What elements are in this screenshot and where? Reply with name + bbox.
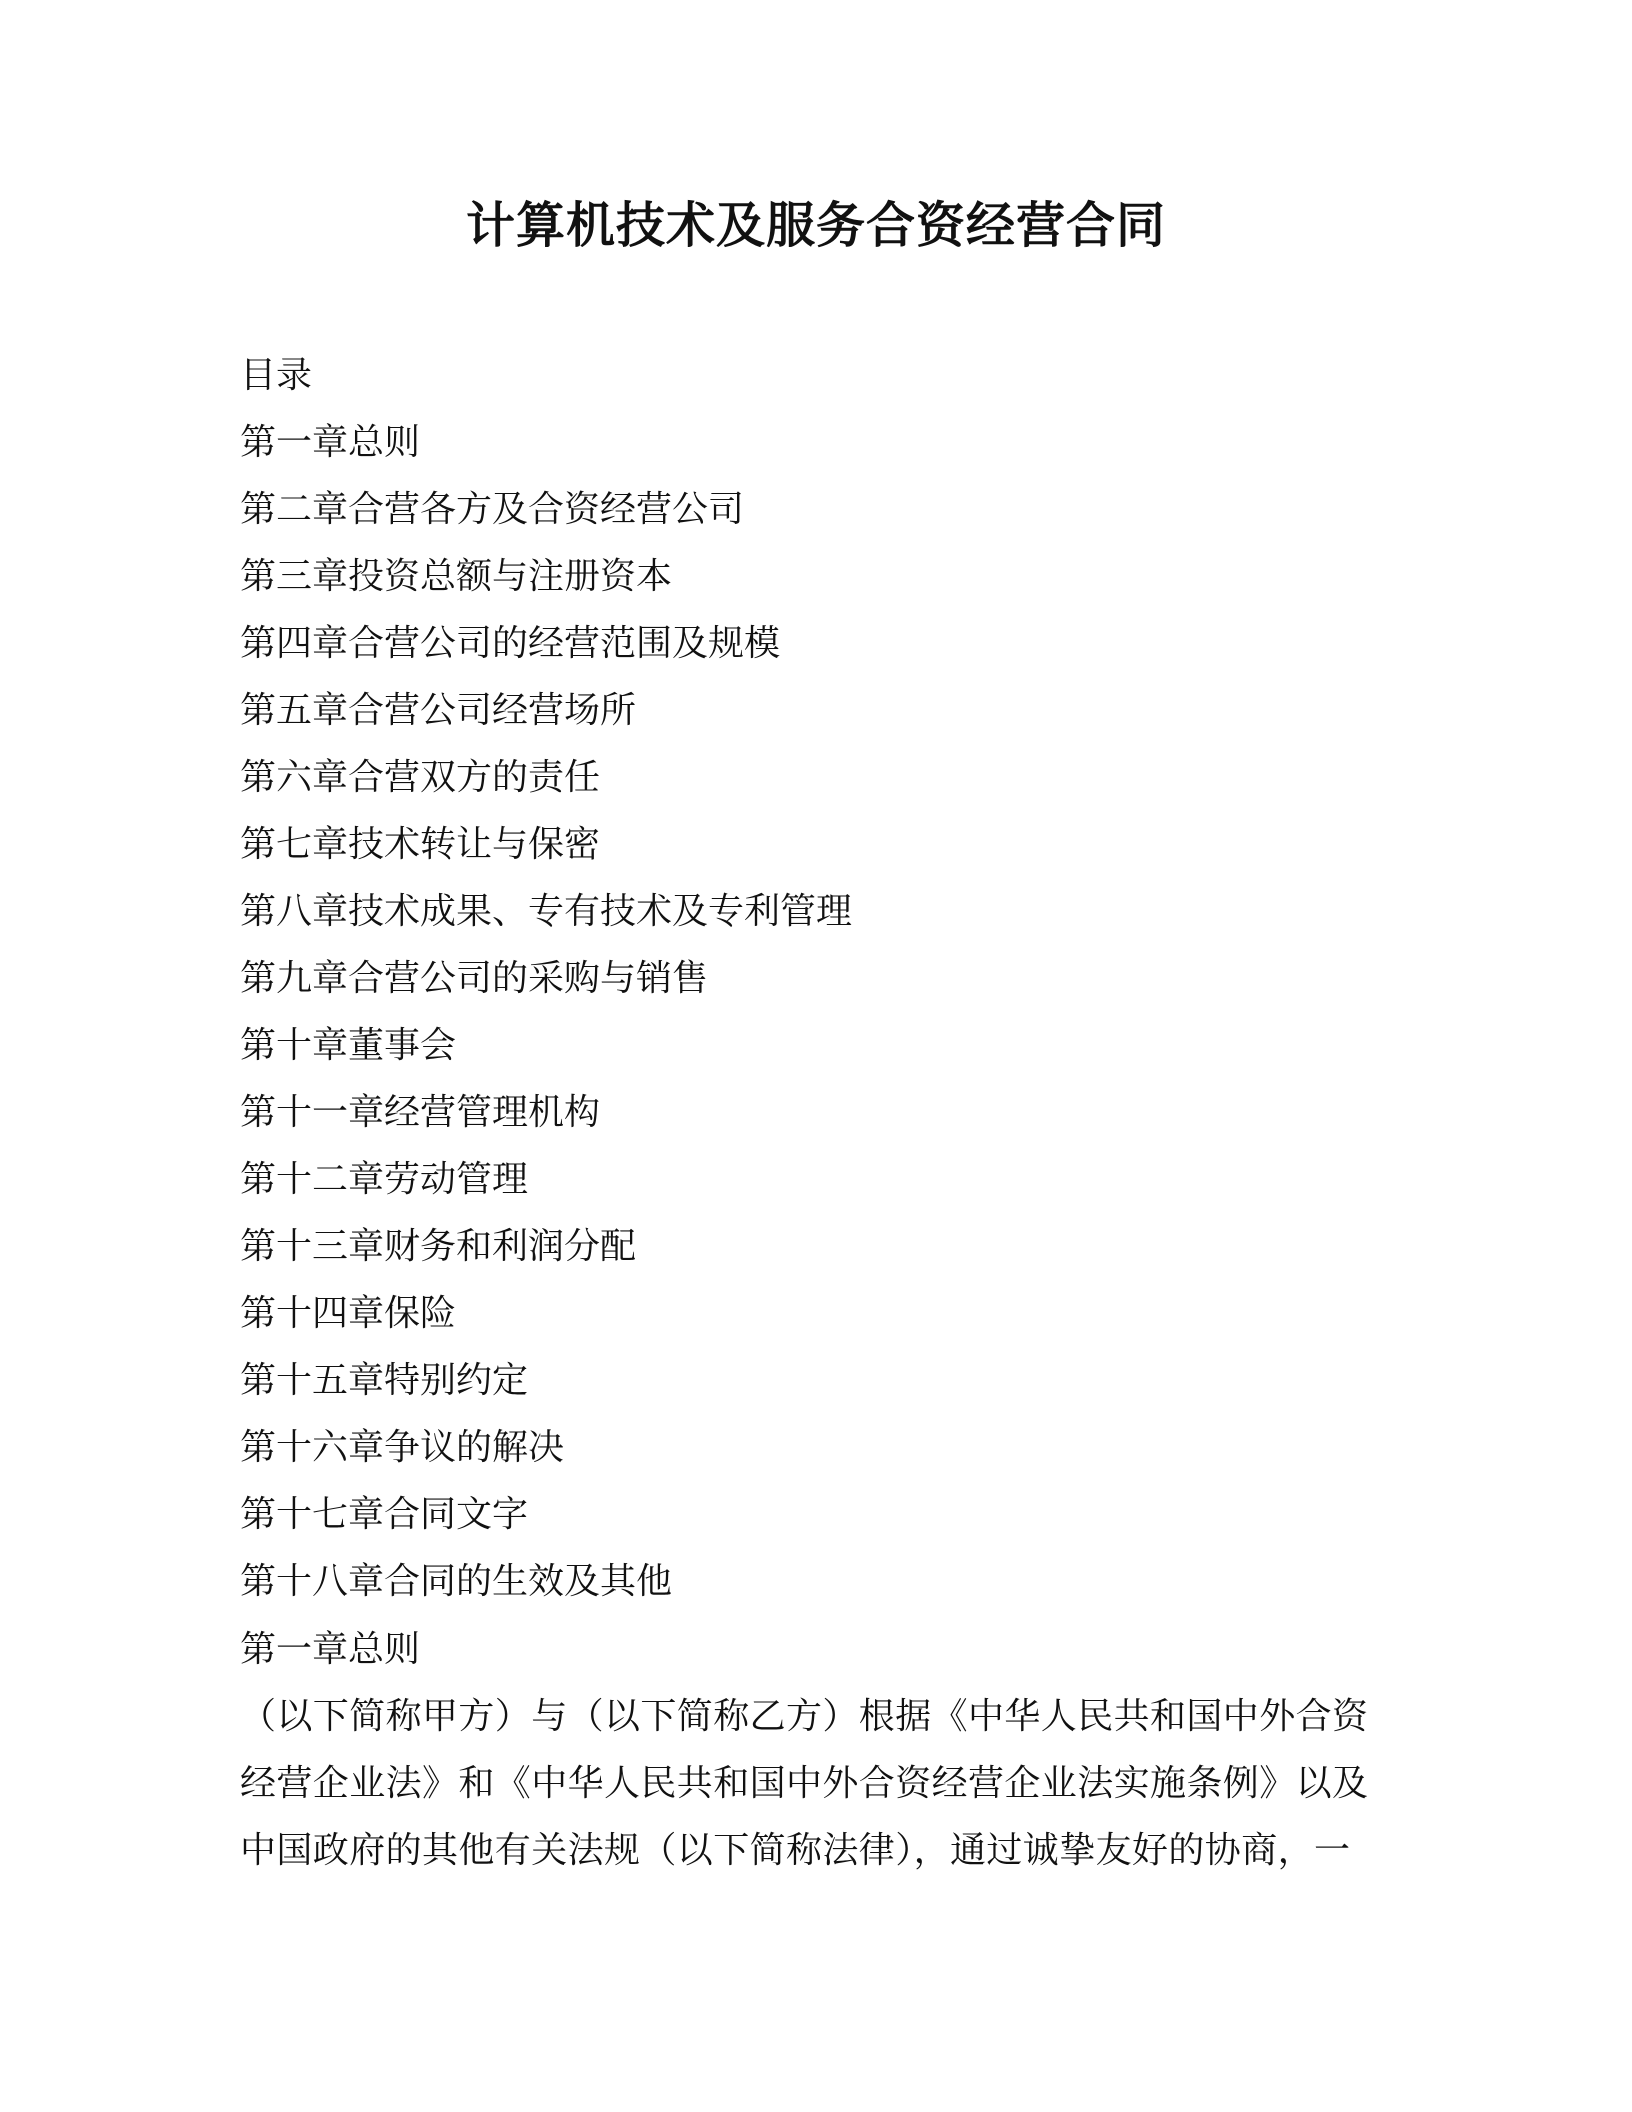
toc-item: 第十六章争议的解决 — [240, 1427, 565, 1468]
section-heading-chapter-one: 第一章总则 — [240, 1629, 421, 1670]
toc-item: 第五章合营公司经营场所 — [240, 690, 637, 731]
toc-item: 第十章董事会 — [240, 1025, 457, 1066]
toc-item: 第十一章经营管理机构 — [240, 1092, 601, 1133]
body-paragraph — [240, 1683, 1390, 1884]
table-of-contents — [240, 342, 1400, 1615]
toc-item: 第四章合营公司的经营范围及规模 — [240, 623, 781, 664]
body-line: 中国政府的其他有关法规（以下简称法律），通过诚挚友好的协商，一 — [240, 1830, 1351, 1871]
toc-item: 第十八章合同的生效及其他 — [240, 1561, 673, 1602]
toc-item: 第十七章合同文字 — [240, 1494, 529, 1535]
toc-item: 第十三章财务和利润分配 — [240, 1226, 637, 1267]
document-title: 计算机技术及服务合资经营合同 — [465, 197, 1166, 254]
toc-heading: 目录 — [240, 355, 313, 396]
body-line: 经营企业法》和《中华人民共和国中外合资经营企业法实施条例》以及 — [240, 1763, 1369, 1804]
toc-item: 第十二章劳动管理 — [240, 1159, 529, 1200]
toc-item: 第三章投资总额与注册资本 — [240, 556, 673, 597]
toc-item: 第十四章保险 — [240, 1293, 457, 1334]
toc-item: 第二章合营各方及合资经营公司 — [240, 489, 745, 530]
toc-list — [240, 409, 1400, 1615]
toc-item: 第七章技术转让与保密 — [240, 824, 601, 865]
toc-item: 第十五章特别约定 — [240, 1360, 529, 1401]
toc-item: 第九章合营公司的采购与销售 — [240, 958, 709, 999]
body-line: （以下简称甲方）与（以下简称乙方）根据《中华人民共和国中外合资 — [240, 1696, 1369, 1737]
toc-item: 第六章合营双方的责任 — [240, 757, 601, 798]
toc-item: 第一章总则 — [240, 422, 421, 463]
toc-item: 第八章技术成果、专有技术及专利管理 — [240, 891, 853, 932]
